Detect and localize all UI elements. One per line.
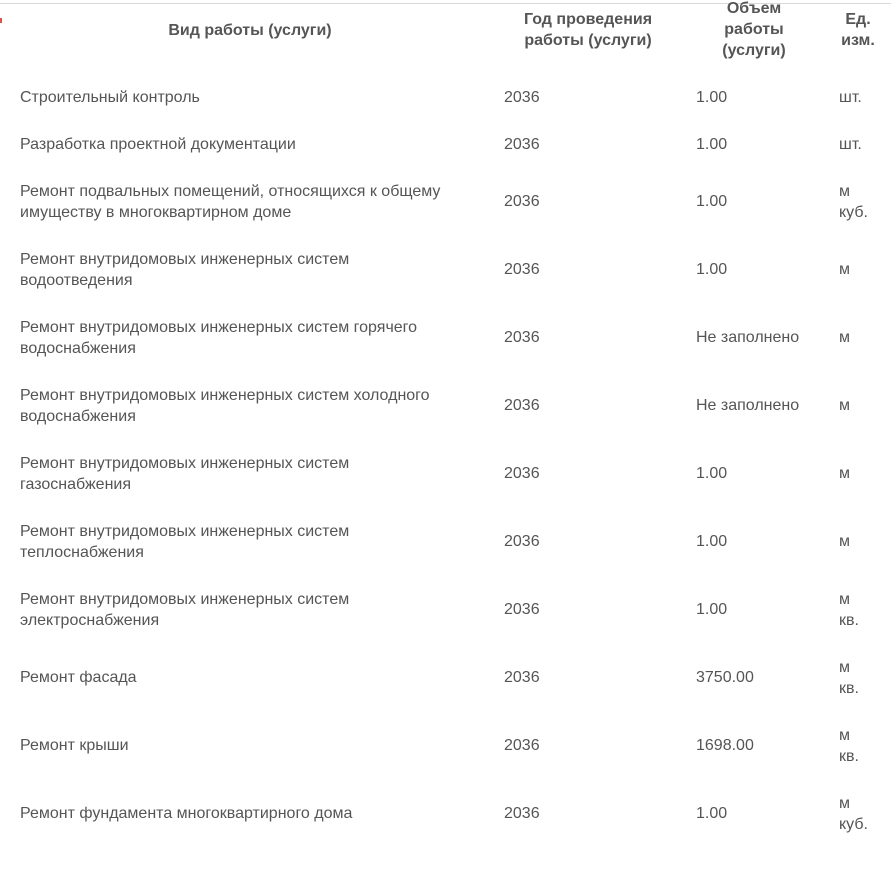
cell-work-type: Ремонт внутридомовых инженерных систем теплоснабжения bbox=[20, 523, 350, 561]
cell-volume: Не заполнено bbox=[696, 329, 800, 346]
cell-work-type: Ремонт фундамента многоквартирного дома bbox=[20, 805, 353, 822]
cell-unit: м куб. bbox=[839, 183, 868, 221]
cell-volume: 1.00 bbox=[696, 89, 728, 106]
cell-year: 2036 bbox=[504, 669, 540, 686]
cell-volume: 1.00 bbox=[696, 805, 728, 822]
cell-year: 2036 bbox=[504, 805, 540, 822]
cell-year: 2036 bbox=[504, 136, 540, 153]
cell-year: 2036 bbox=[504, 261, 540, 278]
edge-marker bbox=[0, 18, 2, 23]
cell-year: 2036 bbox=[504, 193, 540, 210]
cell-unit: м bbox=[839, 465, 850, 482]
cell-unit: м кв. bbox=[839, 727, 859, 765]
cell-volume: 1.00 bbox=[696, 533, 728, 550]
cell-unit: м bbox=[839, 261, 850, 278]
cell-unit: м bbox=[839, 397, 850, 414]
cell-year: 2036 bbox=[504, 465, 540, 482]
cell-work-type: Ремонт внутридомовых инженерных систем водоотведения bbox=[20, 251, 350, 289]
cell-volume: Не заполнено bbox=[696, 397, 800, 414]
cell-unit: шт. bbox=[839, 136, 862, 153]
cell-volume: 1.00 bbox=[696, 601, 728, 618]
cell-work-type: Ремонт крыши bbox=[20, 737, 129, 754]
header-year: Год проведения работы (услуги) bbox=[523, 11, 653, 49]
cell-volume: 1.00 bbox=[696, 261, 728, 278]
cell-unit: м bbox=[839, 533, 850, 550]
header-volume: Объем работы (услуги) bbox=[722, 0, 786, 59]
cell-year: 2036 bbox=[504, 397, 540, 414]
cell-work-type: Ремонт внутридомовых инженерных систем газоснабжения bbox=[20, 455, 350, 493]
cell-volume: 3750.00 bbox=[696, 669, 754, 686]
cell-volume: 1.00 bbox=[696, 465, 728, 482]
cell-unit: шт. bbox=[839, 89, 862, 106]
cell-work-type: Ремонт подвальных помещений, относящихся к общему имуществу в многоквартирном доме bbox=[20, 183, 441, 221]
cell-year: 2036 bbox=[504, 601, 540, 618]
cell-work-type: Ремонт внутридомовых инженерных систем холодного водоснабжения bbox=[20, 387, 430, 425]
header-work-type: Вид работы (услуги) bbox=[168, 22, 332, 39]
cell-year: 2036 bbox=[504, 533, 540, 550]
cell-unit: м кв. bbox=[839, 659, 859, 697]
cell-year: 2036 bbox=[504, 737, 540, 754]
cell-volume: 1.00 bbox=[696, 193, 728, 210]
cell-volume: 1698.00 bbox=[696, 737, 754, 754]
cell-work-type: Разработка проектной документации bbox=[20, 136, 296, 153]
cell-work-type: Ремонт внутридомовых инженерных систем электроснабжения bbox=[20, 591, 350, 629]
cell-work-type: Ремонт внутридомовых инженерных систем горячего водоснабжения bbox=[20, 319, 418, 357]
cell-year: 2036 bbox=[504, 329, 540, 346]
cell-unit: м куб. bbox=[839, 795, 868, 833]
cell-volume: 1.00 bbox=[696, 136, 728, 153]
cell-unit: м bbox=[839, 329, 850, 346]
cell-unit: м кв. bbox=[839, 591, 859, 629]
cell-work-type: Строительный контроль bbox=[20, 89, 200, 106]
header-unit: Ед. изм. bbox=[841, 11, 875, 49]
cell-year: 2036 bbox=[504, 89, 540, 106]
cell-work-type: Ремонт фасада bbox=[20, 669, 137, 686]
